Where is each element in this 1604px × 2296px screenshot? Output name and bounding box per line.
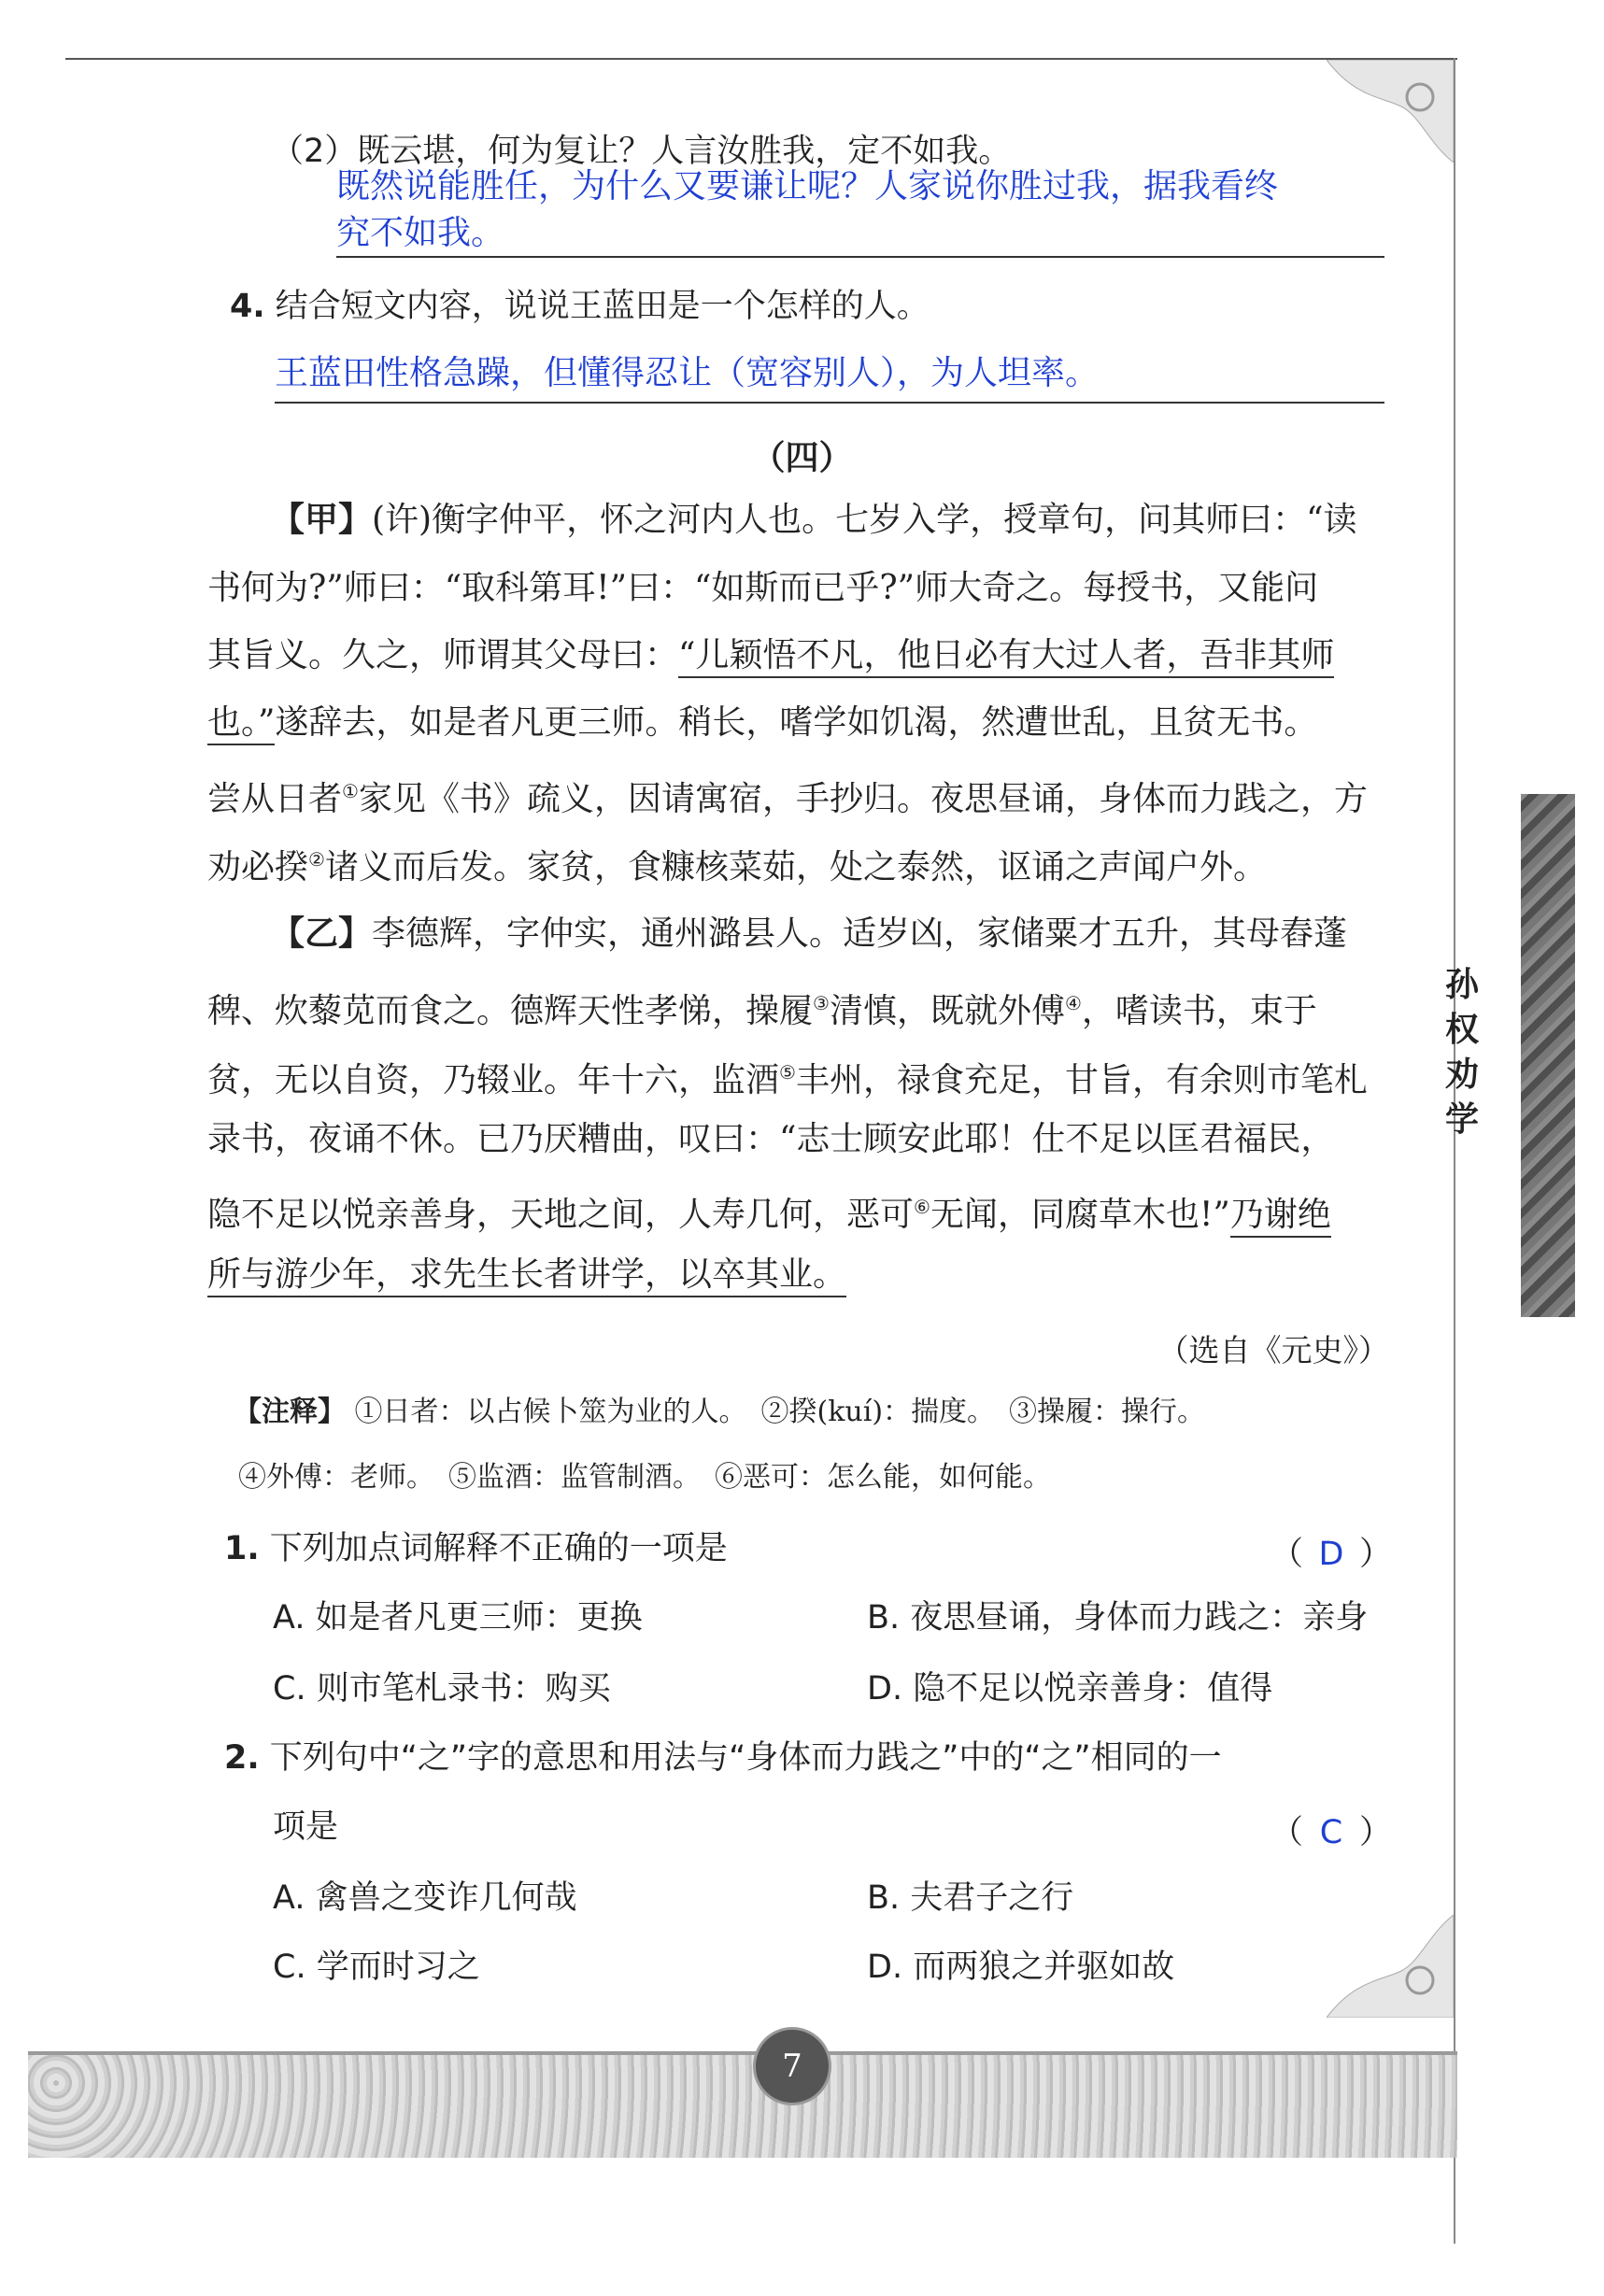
- note-text: ④外傅：老师。 ⑤监酒：监管制酒。 ⑥恶可：怎么能，如何能。: [238, 1461, 1051, 1494]
- q2-answer: C: [1319, 1814, 1343, 1851]
- q1-option-c: C. 则市笔札录书：购买: [273, 1670, 611, 1708]
- q1-answer: D: [1318, 1536, 1344, 1573]
- passage-text: (许)衡字仲平，怀之河内人也。七岁入学，授章句，问其师曰：“读: [372, 501, 1357, 539]
- page-number: 7: [753, 2027, 831, 2105]
- passage-text: ，嗜读书，束于: [1081, 992, 1317, 1030]
- underlined-sentence: 乃谢绝: [1230, 1196, 1331, 1238]
- passage-text: 诸义而后发。家贫，食糠核菜茹，处之泰然，讴诵之声闻户外。: [324, 848, 1267, 886]
- q2-prompt-line2: 项是: [273, 1808, 339, 1846]
- passage-tag-jia: 【甲】: [271, 501, 373, 539]
- footnote-marker: ⑤: [779, 1061, 796, 1084]
- q2-answer-line2: 究不如我。: [336, 214, 505, 252]
- underlined-sentence: 所与游少年，求先生长者讲学，以卒其业。: [207, 1255, 846, 1297]
- footnote-marker: ③: [813, 992, 830, 1014]
- section-heading: （四）: [751, 438, 853, 477]
- passage-text: 其旨义。久之，师谓其父母曰：: [207, 636, 679, 674]
- q4-answer: 王蓝田性格急躁，但懂得忍让（宽容别人），为人坦率。: [275, 354, 1100, 392]
- source-citation: （选自《元史》）: [1157, 1332, 1389, 1368]
- passage-text: 家见《书》疏义，因请寓宿，手抄归。夜思昼诵，身体而力践之，方: [358, 780, 1368, 818]
- passage-text: 尝从日者: [207, 780, 343, 818]
- corner-ornament-icon: [1327, 1915, 1454, 2018]
- footnote-marker: ⑥: [914, 1196, 930, 1218]
- q2-prompt-line1: 下列句中“之”字的意思和用法与“身体而力践之”中的“之”相同的一: [269, 1739, 1222, 1777]
- right-border: [1454, 58, 1455, 2244]
- passage-text: 隐不足以悦亲善身，天地之间，人寿几何，恶可: [207, 1196, 915, 1234]
- passage-text: 录书，夜诵不休。已乃厌糟曲，叹曰：“志士顾安此耶！仕不足以匡君福民，: [207, 1120, 1335, 1158]
- q2-answer-line1: 既然说能胜任，为什么又要谦让呢？人家说你胜过我，据我看终: [336, 167, 1279, 206]
- q1-option-b: B. 夜思昼诵，身体而力践之：亲身: [867, 1599, 1369, 1637]
- passage-text: 丰州，禄食充足，甘旨，有余则市笔札: [795, 1061, 1368, 1099]
- note-text: ①日者：以占候卜筮为业的人。 ②揆(kuí)：揣度。 ③操履：操行。: [354, 1396, 1206, 1428]
- q4-prompt: 结合短文内容，说说王蓝田是一个怎样的人。: [275, 288, 930, 325]
- question-number: 4.: [230, 288, 265, 325]
- q1-option-a: A. 如是者凡更三师：更换: [273, 1599, 643, 1637]
- answer-paren: （ D ）: [1270, 1536, 1393, 1573]
- footer-cloud-pattern: [28, 2055, 1457, 2158]
- footnote-marker: ④: [1064, 992, 1082, 1014]
- q2-option-c: C. 学而时习之: [273, 1949, 480, 1986]
- side-tab-ornament: [1521, 794, 1575, 1317]
- q2-option-b: B. 夫君子之行: [867, 1879, 1074, 1917]
- passage-text: 清慎，既就外傅: [829, 992, 1065, 1030]
- answer-line: [336, 256, 1384, 258]
- q1-prompt: 下列加点词解释不正确的一项是: [269, 1530, 728, 1567]
- passage-text: 遂辞去，如是者凡更三师。稍长，嗜学如饥渴，然遭世乱，且贫无书。: [275, 703, 1318, 742]
- answer-paren: （ C ）: [1270, 1814, 1393, 1851]
- passage-tag-yi: 【乙】: [271, 914, 373, 953]
- q2-translation-prompt: （2）既云堪，何为复让？人言汝胜我，定不如我。: [271, 133, 1012, 170]
- passage-text: 贫，无以自资，乃辍业。年十六，监酒: [207, 1061, 780, 1099]
- footnote-marker: ①: [342, 780, 359, 802]
- passage-text: 李德辉，字仲实，通州潞县人。适岁凶，家储粟才五升，其母舂蓬: [372, 914, 1348, 953]
- underlined-sentence: 也。”: [207, 703, 275, 745]
- passage-text: 无闻，同腐草木也!”: [930, 1196, 1230, 1234]
- passage-text: 劝必揆: [207, 848, 309, 886]
- footnote-marker: ②: [308, 848, 325, 871]
- q2-option-a: A. 禽兽之变诈几何哉: [273, 1879, 577, 1917]
- q2-option-d: D. 而两狼之并驱如故: [867, 1949, 1175, 1986]
- q1-option-d: D. 隐不足以悦亲善身：值得: [867, 1670, 1273, 1708]
- chapter-title: 孙权劝学: [1444, 965, 1479, 1139]
- underlined-sentence: “儿颖悟不凡，他日必有大过人者，吾非其师: [678, 636, 1334, 678]
- question-number: 1.: [224, 1530, 260, 1567]
- answer-line: [275, 402, 1384, 404]
- question-number: 2.: [224, 1739, 260, 1777]
- corner-ornament-icon: [1327, 60, 1454, 163]
- passage-text: 书何为?”师曰：“取科第耳!”曰：“如斯而已乎?”师大奇之。每授书，又能问: [207, 569, 1319, 607]
- passage-text: 稗、炊藜苋而食之。德辉天性孝悌，操履: [207, 992, 814, 1030]
- top-border: [65, 58, 1457, 60]
- note-label: 【注释】: [234, 1396, 346, 1428]
